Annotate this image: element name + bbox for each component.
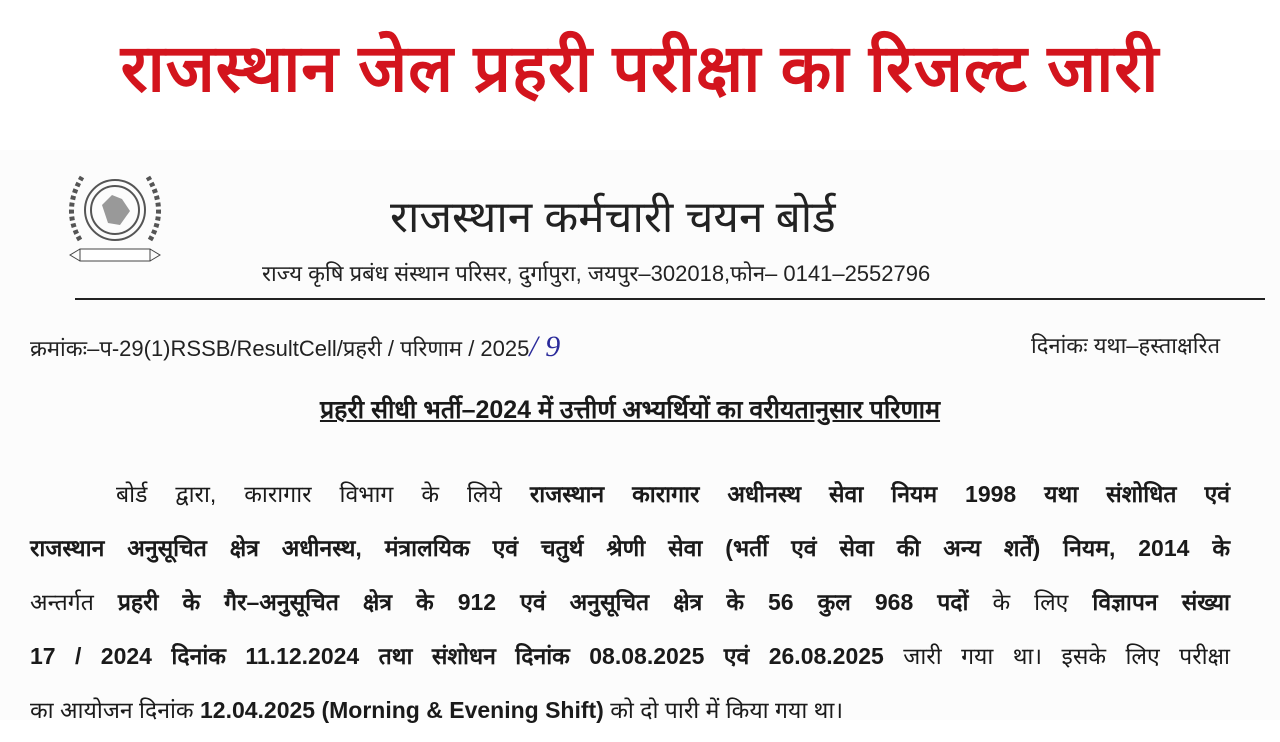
rssb-emblem-icon — [50, 165, 180, 270]
text-segment: बोर्ड द्वारा, कारागार विभाग के लिये — [116, 481, 530, 507]
bold-text-segment: प्रहरी के गैर–अनुसूचित क्षेत्र के 912 एवं अनुसूचित क्षेत्र के 56 कुल 968 पदों — [117, 589, 969, 615]
paragraph-line — [30, 688, 1230, 742]
reference-number-text: क्रमांकः–प-29(1)RSSB/ResultCell/प्रहरी / परिणाम / 2025 — [30, 336, 530, 361]
paragraph-line — [30, 580, 1230, 634]
headline: राजस्थान जेल प्रहरी परीक्षा का रिजल्ट जारी — [120, 31, 1160, 105]
header-divider — [75, 298, 1265, 300]
paragraph-line — [30, 472, 1230, 526]
bold-text-segment: 17 / 2024 दिनांक 11.12.2024 तथा संशोधन दिनांक 08.08.2025 एवं 26.08.2025 — [30, 643, 884, 669]
text-segment: अन्तर्गत — [30, 589, 118, 615]
organization-name: राजस्थान कर्मचारी चयन बोर्ड — [390, 193, 836, 242]
bold-text-segment: राजस्थान कारागार अधीनस्थ सेवा नियम 1998 यथा संशोधित एवं — [529, 481, 1230, 507]
text-segment: के लिए — [968, 589, 1093, 615]
paragraph-line — [30, 526, 1230, 580]
paragraph-line — [30, 634, 1230, 688]
reference-number — [30, 330, 560, 364]
bold-text-segment: राजस्थान अनुसूचित क्षेत्र अधीनस्थ, मंत्रालयिक एवं चतुर्थ श्रेणी सेवा (भर्ती एवं सेवा की अन्य शर्तें) नियम, 2014 के — [30, 535, 1230, 561]
notice-subject — [0, 392, 1260, 426]
bold-text-segment: विज्ञापन संख्या — [1092, 589, 1230, 615]
text-segment: जारी गया था। इसके लिए परीक्षा — [883, 643, 1231, 669]
text-segment: को दो पारी में किया गया था। — [603, 697, 844, 723]
notice-paragraph — [30, 472, 1230, 742]
handwritten-number: / 9 — [529, 330, 561, 363]
bold-text-segment: 12.04.2025 (Morning & Evening Shift) — [199, 697, 604, 723]
notice-date: दिनांकः यथा–हस्ताक्षरित — [1031, 333, 1220, 358]
organization-address: राज्य कृषि प्रबंध संस्थान परिसर, दुर्गापुरा, जयपुर–302018,फोन– 0141–2552796 — [262, 261, 931, 286]
subject-text: प्रहरी सीधी भर्ती–2024 में उत्तीर्ण अभ्यर्थियों का वरीयतानुसार परिणाम — [319, 396, 941, 424]
text-segment: का आयोजन दिनांक — [30, 697, 200, 723]
